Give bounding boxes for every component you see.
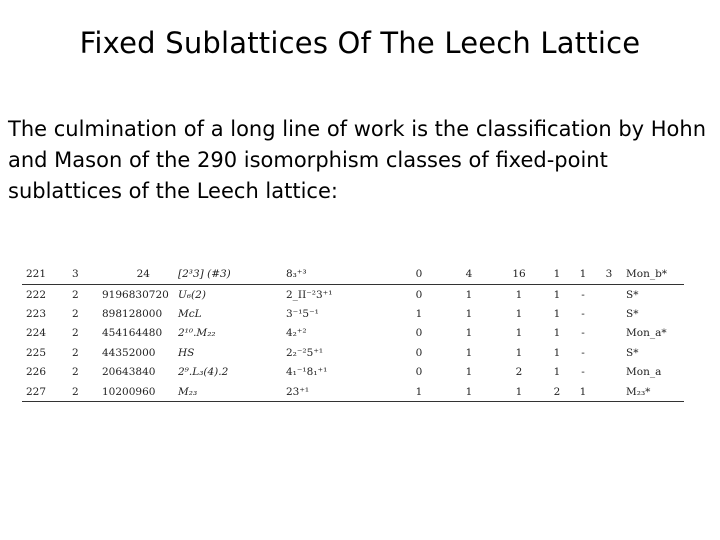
col-5-cell: 0 (415, 366, 423, 379)
group-cell: McL (178, 308, 202, 321)
col-8-cell: 1 (544, 264, 570, 285)
col-6-cell: 1 (465, 366, 473, 379)
col-7-cell: 2 (515, 366, 523, 379)
col-a-cell: 2 (72, 327, 79, 340)
col-8-cell: 1 (553, 288, 561, 301)
col-8-cell: 2 (544, 382, 570, 402)
row-id-cell: 225 (26, 346, 47, 359)
slide-body-text: The culmination of a long line of work is the classification by Hohn and Mason of the 290 isomorphism classes of fixed-point sublattices of the Leech lattice: (8, 117, 707, 203)
col-6-cell: 4 (444, 264, 494, 285)
col-9-cell: - (581, 308, 585, 321)
col-8-cell: 1 (553, 327, 561, 340)
col-5-cell: 1 (394, 382, 444, 402)
group-cell: 2⁹.L₃(4).2 (178, 366, 229, 379)
col-7-cell: 1 (515, 308, 523, 321)
type-cell: S* (626, 288, 639, 301)
group-cell: HS (178, 346, 195, 359)
genus-cell: 3⁻¹5⁻¹ (286, 308, 319, 321)
order-cell: 24 (102, 264, 178, 285)
col-8-cell: 1 (553, 346, 561, 359)
col-10-cell: 3 (596, 264, 622, 285)
group-cell: M₂₃ (178, 382, 286, 402)
slide-title: Fixed Sublattices Of The Leech Lattice (79, 26, 641, 60)
col-6-cell: 1 (465, 308, 473, 321)
type-cell: Mon_a* (626, 327, 667, 340)
col-5-cell: 0 (415, 327, 423, 340)
col-5-cell: 0 (415, 346, 423, 359)
order-cell: 454164480 (102, 327, 163, 340)
col-a-cell: 2 (72, 366, 79, 379)
col-9-cell: 1 (570, 264, 596, 285)
genus-cell: 2_II⁻²3⁺¹ (286, 288, 333, 301)
col-10-cell (596, 285, 622, 305)
row-id-cell: 226 (26, 366, 47, 379)
col-7-cell: 1 (515, 288, 523, 301)
table-row (22, 264, 684, 285)
col-5-cell: 0 (394, 264, 444, 285)
type-cell: S* (626, 346, 639, 359)
row-id-cell: 221 (22, 264, 72, 285)
col-7-cell: 1 (515, 327, 523, 340)
col-7-cell: 1 (494, 382, 544, 402)
table-row (22, 324, 684, 343)
type-cell: S* (626, 308, 639, 321)
group-cell: 2¹⁰.M₂₂ (178, 327, 216, 340)
group-cell: [2³3] (#3) (178, 264, 286, 285)
col-9-cell: - (581, 366, 585, 379)
col-9-cell: - (581, 327, 585, 340)
col-10-cell (596, 343, 622, 362)
col-9-cell: 1 (570, 382, 596, 402)
group-cell: U₆(2) (178, 288, 206, 301)
col-6-cell: 1 (465, 346, 473, 359)
genus-cell: 23⁺¹ (286, 382, 394, 402)
col-6-cell: 1 (465, 327, 473, 340)
col-6-cell: 1 (465, 288, 473, 301)
col-5-cell: 1 (415, 308, 423, 321)
genus-cell: 4₁⁻¹8₁⁺¹ (286, 366, 328, 379)
genus-cell: 2₂⁻²5⁺¹ (286, 346, 324, 359)
col-10-cell (596, 304, 622, 323)
order-cell: 20643840 (102, 366, 156, 379)
table-row (22, 343, 684, 362)
col-5-cell: 0 (415, 288, 423, 301)
genus-cell: 8₃⁺³ (286, 264, 394, 285)
col-a-cell: 2 (72, 382, 102, 402)
order-cell: 44352000 (102, 346, 156, 359)
col-7-cell: 1 (515, 346, 523, 359)
col-a-cell: 2 (72, 288, 79, 301)
order-cell: 9196830720 (102, 288, 169, 301)
col-a-cell: 2 (72, 346, 79, 359)
col-7-cell: 16 (494, 264, 544, 285)
col-10-cell (596, 382, 622, 402)
col-10-cell (596, 363, 622, 382)
lattice-table (22, 264, 682, 402)
type-cell: Mon_a (626, 366, 662, 379)
row-id-cell: 227 (22, 382, 72, 402)
row-id-cell: 222 (26, 288, 47, 301)
table-row (22, 285, 684, 305)
row-id-cell: 224 (26, 327, 47, 340)
table-row (22, 363, 684, 382)
order-cell: 10200960 (102, 382, 178, 402)
col-9-cell: - (581, 288, 585, 301)
table-row (22, 304, 684, 323)
type-cell: Mon_b* (622, 264, 684, 285)
col-8-cell: 1 (553, 308, 561, 321)
col-10-cell (596, 324, 622, 343)
col-a-cell: 3 (72, 264, 102, 285)
col-8-cell: 1 (553, 366, 561, 379)
col-9-cell: - (581, 346, 585, 359)
type-cell: M₂₃* (622, 382, 684, 402)
col-a-cell: 2 (72, 308, 79, 321)
genus-cell: 4₂⁺² (286, 327, 307, 340)
order-cell: 898128000 (102, 308, 163, 321)
row-id-cell: 223 (26, 308, 47, 321)
table-row (22, 382, 684, 402)
col-6-cell: 1 (444, 382, 494, 402)
